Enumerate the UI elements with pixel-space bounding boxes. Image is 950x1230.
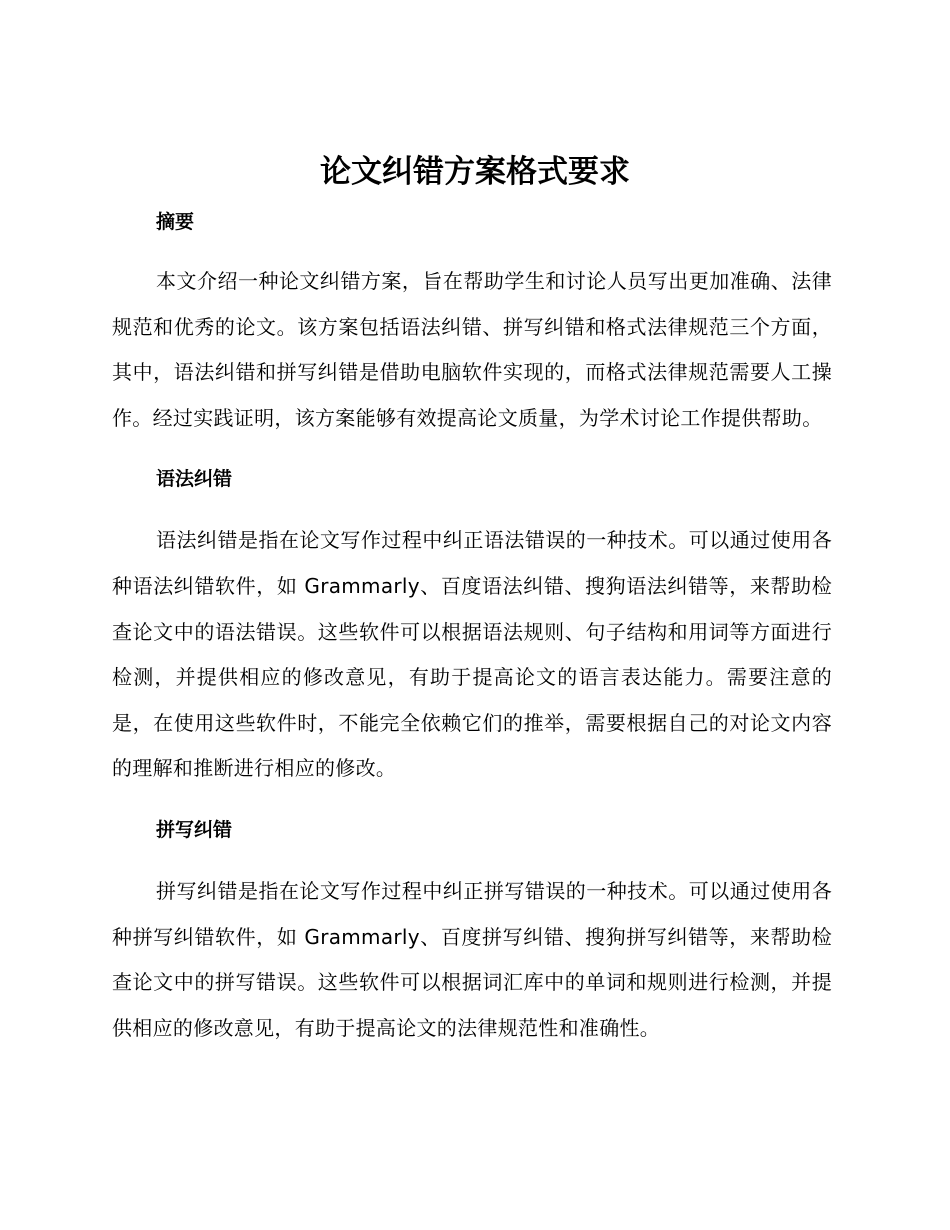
- section-paragraph-abstract: 本文介绍一种论文纠错方案，旨在帮助学生和讨论人员写出更加准确、法律规范和优秀的论文。该方案包括语法纠错、拼写纠错和格式法律规范三个方面，其中，语法纠错和拼写纠错是借助电脑软件实现的，而格式法律规范需要人工操作。经过实践证明，该方案能够有效提高论文质量，为学术讨论工作提供帮助。: [112, 269, 832, 430]
- section-heading-abstract: 摘要: [156, 211, 195, 233]
- section-paragraph-grammar: 语法纠错是指在论文写作过程中纠正语法错误的一种技术。可以通过使用各种语法纠错软件，如 Grammarly、百度语法纠错、搜狗语法纠错等，来帮助检查论文中的语法错误。这些软件可以根据语法规则、句子结构和用词等方面进行检测，并提供相应的修改意见，有助于提高论文的语言表达能力。需要注意的是，在使用这些软件时，不能完全依赖它们的推举，需要根据自己的对论文内容的理解和推断进行相应的修改。: [112, 528, 832, 781]
- document-title: 论文纠错方案格式要求: [320, 154, 630, 190]
- section-paragraph-spelling: 拼写纠错是指在论文写作过程中纠正拼写错误的一种技术。可以通过使用各种拼写纠错软件，如 Grammarly、百度拼写纠错、搜狗拼写纠错等，来帮助检查论文中的拼写错误。这些软件可以根据词汇库中的单词和规则进行检测，并提供相应的修改意见，有助于提高论文的法律规范性和准确性。: [112, 878, 832, 1040]
- section-heading-grammar: 语法纠错: [156, 468, 233, 491]
- section-heading-spelling: 拼写纠错: [156, 818, 233, 841]
- document-body: [112, 204, 832, 1051]
